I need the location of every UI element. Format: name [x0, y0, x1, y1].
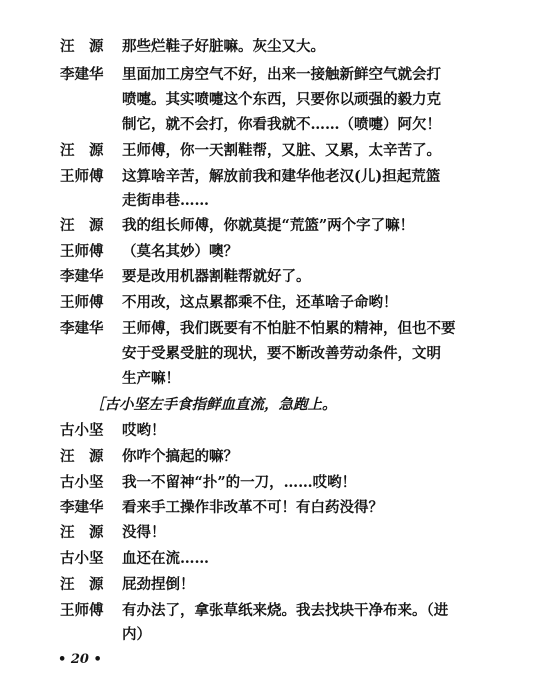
speaker-name: 汪 源 [60, 142, 104, 159]
dialogue-text: 我的组长师傅，你就莫提“荒篮”两个字了嘛！ [122, 217, 415, 234]
dialogue-text: 不用改，这点累都乘不住，还革啥子命哟！ [122, 294, 398, 311]
dialogue-text: 内） [122, 626, 151, 643]
speaker-name: 王师傅 [60, 294, 104, 311]
page-number: • 20 • [58, 652, 102, 667]
dialogue-line [0, 343, 537, 365]
dialogue-line [0, 600, 537, 622]
speaker-name: 王师傅 [60, 602, 104, 619]
dialogue-line [0, 497, 537, 519]
dialogue-text: 王师傅，我们既要有不怕脏不怕累的精神，但也不要 [122, 320, 456, 337]
dialogue-line [0, 114, 537, 136]
dialogue-text: 制它，就不会打，你看我就不……（喷嚏）阿欠！ [122, 116, 441, 133]
dialogue-text: 生产嘛！ [122, 370, 180, 387]
dialogue-text: 哎哟！ [122, 422, 166, 439]
dialogue-line [0, 574, 537, 596]
dialogue-text: 里面加工房空气不好，出来一接触新鲜空气就会打 [122, 66, 441, 83]
dialogue-line [0, 89, 537, 111]
dialogue-line [0, 266, 537, 288]
speaker-name: 古小坚 [60, 422, 104, 439]
dialogue-line [0, 140, 537, 162]
dialogue-text: （莫名其妙）噢？ [122, 243, 238, 260]
speaker-name: 古小坚 [60, 550, 104, 567]
dialogue-line [0, 624, 537, 646]
dialogue-line [0, 420, 537, 442]
dialogue-text: 王师傅，你一天割鞋帮，又脏、又累，太辛苦了。 [122, 142, 441, 159]
dialogue-text: 屁劲捏倒！ [122, 576, 195, 593]
dialogue-text: 看来手工操作非改革不可！有白药没得？ [122, 499, 383, 516]
speaker-name: 李建华 [60, 320, 104, 337]
dialogue-line [0, 548, 537, 570]
dialogue-text: 血还在流…… [122, 550, 209, 567]
dialogue-text: 没得！ [122, 524, 166, 541]
dialogue-text: 有办法了，拿张草纸来烧。我去找块干净布来。（进 [122, 602, 449, 619]
dialogue-line [0, 522, 537, 544]
stage-direction [0, 394, 537, 416]
dialogue-line [0, 292, 537, 314]
dialogue-text: 安于受累受脏的现状，要不断改善劳动条件，文明 [122, 345, 441, 362]
speaker-name: 李建华 [60, 66, 104, 83]
dialogue-line [0, 368, 537, 390]
dialogue-text: 要是改用机器割鞋帮就好了。 [122, 268, 311, 285]
dialogue-text: 走街串巷…… [122, 192, 209, 209]
speaker-name: 汪 源 [60, 448, 104, 465]
dialogue-line [0, 241, 537, 263]
speaker-name: 王师傅 [60, 243, 104, 260]
dialogue-line [0, 166, 537, 188]
dialogue-line [0, 64, 537, 86]
dialogue-text: 这算啥辛苦，解放前我和建华他老汉(儿)担起荒篮 [122, 168, 441, 185]
dialogue-line [0, 36, 537, 58]
speaker-name: 汪 源 [60, 524, 104, 541]
speaker-name: 汪 源 [60, 38, 104, 55]
speaker-name: 李建华 [60, 499, 104, 516]
dialogue-line [0, 446, 537, 468]
dialogue-line [0, 472, 537, 494]
dialogue-line [0, 215, 537, 237]
dialogue-text: 你咋个搞起的嘛？ [122, 448, 238, 465]
dialogue-line [0, 190, 537, 212]
stage-direction-text: ［古小坚左手食指鲜血直流，急跑上。 [90, 396, 337, 413]
speaker-name: 王师傅 [60, 168, 104, 185]
dialogue-text: 喷嚏。其实喷嚏这个东西，只要你以顽强的毅力克 [122, 91, 441, 108]
speaker-name: 汪 源 [60, 217, 104, 234]
speaker-name: 汪 源 [60, 576, 104, 593]
speaker-name: 李建华 [60, 268, 104, 285]
speaker-name: 古小坚 [60, 474, 104, 491]
dialogue-text: 我一不留神“扑”的一刀，……哎哟！ [122, 474, 357, 491]
dialogue-text: 那些烂鞋子好脏嘛。灰尘又大。 [122, 38, 325, 55]
dialogue-line [0, 318, 537, 340]
